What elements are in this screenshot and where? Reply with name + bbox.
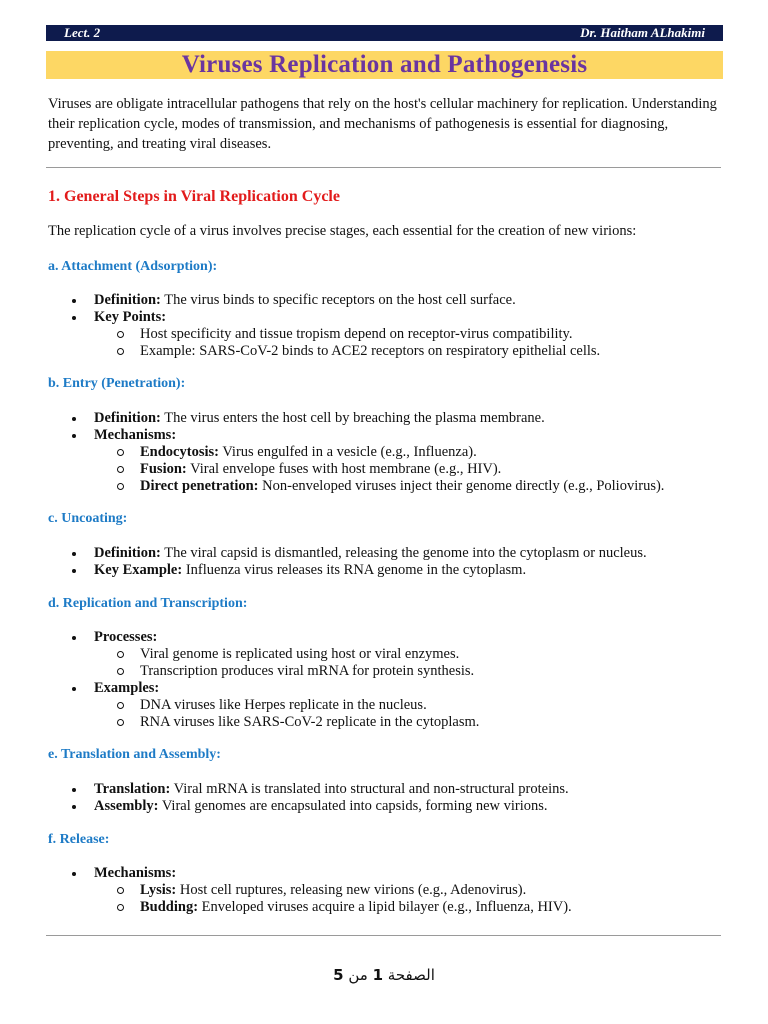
replication-processes	[94, 646, 728, 680]
divider-bottom	[46, 935, 721, 936]
page-total: 5	[333, 966, 344, 984]
subheading-attachment: a. Attachment (Adsorption):	[48, 259, 218, 274]
attachment-points	[94, 326, 728, 360]
list-item: Endocytosis: Virus engulfed in a vesicle (e.g., Influenza).	[94, 444, 728, 461]
list-item: Examples: DNA viruses like Herpes replicate in the nucleus. RNA viruses like SARS-CoV-2 replicate in the cytoplasm.	[48, 680, 728, 731]
subheading-uncoating: c. Uncoating:	[48, 511, 128, 526]
intro-text: Viruses are obligate intracellular pathogens that rely on the host's cellular machinery for replication. Understanding their replication cycle, modes of transmission, and mechanisms of pathogenesis is essential for diagnosing, preventing, and treating viral diseases.	[48, 96, 717, 152]
page-current: 1	[372, 966, 384, 984]
of-label: من	[348, 966, 368, 984]
intro-paragraph	[48, 94, 724, 154]
list-item: Definition: The virus binds to specific receptors on the host cell surface.	[48, 292, 728, 309]
list-item: Translation: Viral mRNA is translated into structural and non-structural proteins.	[48, 781, 728, 798]
list-item: Key Points: Host specificity and tissue tropism depend on receptor-virus compatibility. Example: SARS-CoV-2 binds to ACE2 receptors on respiratory epithelial cells.	[48, 309, 728, 360]
list-item: Processes: Viral genome is replicated using host or viral enzymes. Transcription produces viral mRNA for protein synthesis.	[48, 629, 728, 680]
list-item: Fusion: Viral envelope fuses with host membrane (e.g., HIV).	[94, 461, 728, 478]
section-lead: The replication cycle of a virus involves precise stages, each essential for the creation of new virions:	[48, 223, 637, 239]
divider-top	[46, 167, 721, 168]
list-item: Assembly: Viral genomes are encapsulated into capsids, forming new virions.	[48, 798, 728, 815]
subheading-replication: d. Replication and Transcription:	[48, 596, 248, 611]
replication-examples	[94, 697, 728, 731]
list-item: Host specificity and tissue tropism depend on receptor-virus compatibility.	[94, 326, 728, 343]
list-item: DNA viruses like Herpes replicate in the nucleus.	[94, 697, 728, 714]
release-mechanisms	[94, 882, 728, 916]
list-item: Definition: The viral capsid is dismantled, releasing the genome into the cytoplasm or nucleus.	[48, 545, 728, 562]
list-item: Lysis: Host cell ruptures, releasing new virions (e.g., Adenovirus).	[94, 882, 728, 899]
replication-list	[48, 629, 728, 731]
list-item: RNA viruses like SARS-CoV-2 replicate in the cytoplasm.	[94, 714, 728, 731]
list-item: Key Example: Influenza virus releases its RNA genome in the cytoplasm.	[48, 562, 728, 579]
page-label: الصفحة	[387, 966, 435, 984]
list-item: Transcription produces viral mRNA for protein synthesis.	[94, 663, 728, 680]
lecture-label: Lect. 2	[64, 25, 101, 40]
attachment-list	[48, 292, 728, 360]
page-number-footer	[0, 966, 768, 984]
list-item: Definition: The virus enters the host cell by breaching the plasma membrane.	[48, 410, 728, 427]
subheading-release: f. Release:	[48, 832, 110, 847]
list-item: Viral genome is replicated using host or viral enzymes.	[94, 646, 728, 663]
list-item: Mechanisms: Lysis: Host cell ruptures, releasing new virions (e.g., Adenovirus). Budding: Enveloped viruses acquire a lipid bilayer (e.g., Influenza, HIV).	[48, 865, 728, 916]
page-title: Viruses Replication and Pathogenesis	[181, 51, 588, 78]
list-item: Budding: Enveloped viruses acquire a lipid bilayer (e.g., Influenza, HIV).	[94, 899, 728, 916]
entry-mechanisms	[94, 444, 728, 495]
title-banner	[46, 51, 723, 79]
entry-list	[48, 410, 728, 495]
author-label: Dr. Haitham ALhakimi	[580, 25, 705, 40]
uncoating-list	[48, 545, 728, 579]
list-item: Example: SARS-CoV-2 binds to ACE2 receptors on respiratory epithelial cells.	[94, 343, 728, 360]
translation-list	[48, 781, 728, 815]
section-heading: 1. General Steps in Viral Replication Cycle	[48, 188, 340, 205]
header-bar	[46, 25, 723, 41]
subheading-entry: b. Entry (Penetration):	[48, 376, 186, 391]
subheading-translation: e. Translation and Assembly:	[48, 747, 221, 762]
release-list	[48, 865, 728, 916]
list-item: Mechanisms: Endocytosis: Virus engulfed in a vesicle (e.g., Influenza). Fusion: Viral envelope fuses with host membrane (e.g., HIV). Direct penetration: Non-enveloped viruses inject their genome directly (e.g., Poliovirus).	[48, 427, 728, 495]
list-item: Direct penetration: Non-enveloped viruses inject their genome directly (e.g., Poliovirus).	[94, 478, 728, 495]
